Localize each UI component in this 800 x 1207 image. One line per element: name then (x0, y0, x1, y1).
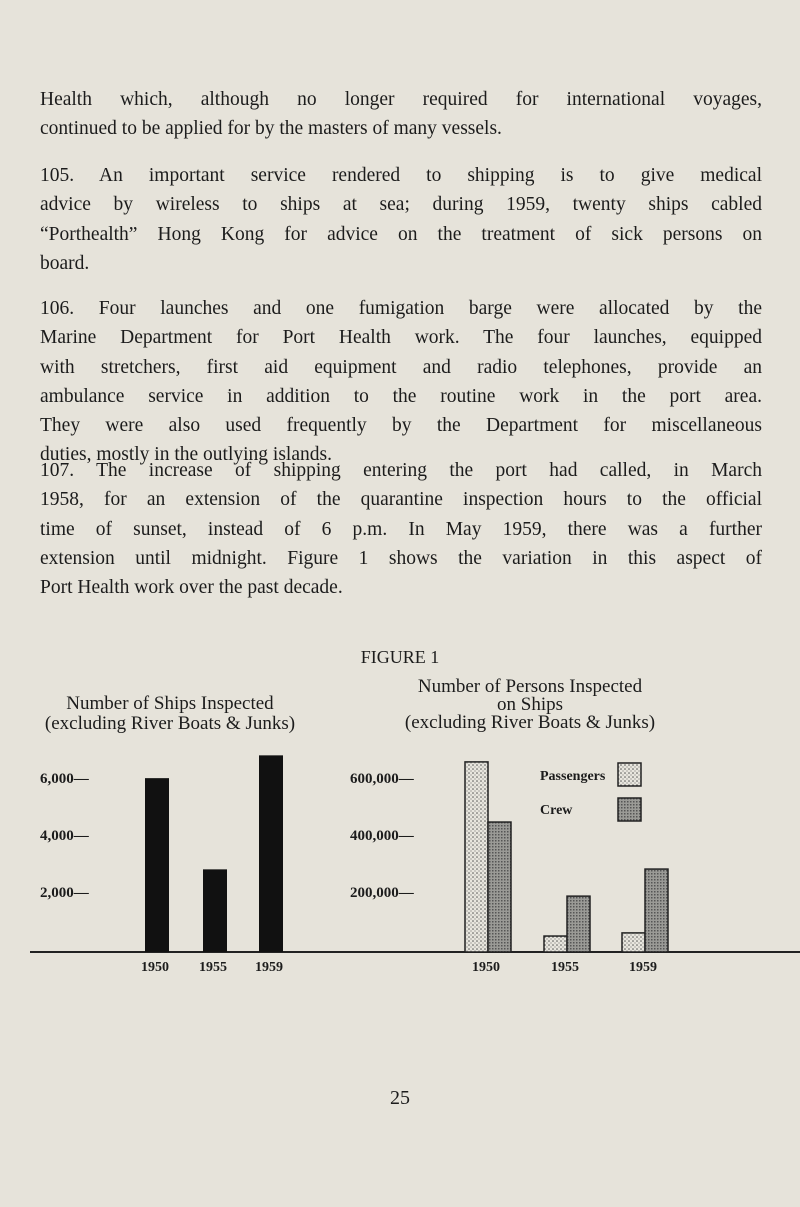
ships-bar-1955 (203, 869, 227, 952)
legend-crew-label: Crew (540, 803, 573, 818)
ships-bar-1959 (259, 755, 283, 952)
x-tick-label: 1959 (255, 960, 283, 975)
right-chart-title-line: Number of Persons Inspected (417, 676, 643, 697)
text-line: 107. The increase of shipping entering the port had called, in March (40, 460, 762, 481)
text-line: extension until midnight. Figure 1 shows the variation in this aspect of (40, 547, 762, 569)
text-line: 105. An important service rendered to shipping is to give medical (40, 165, 762, 186)
legend-passengers-swatch (618, 763, 641, 786)
ships-bar-1950 (145, 778, 169, 952)
crew-bar-1950 (488, 822, 511, 952)
text-line: duties, mostly in the outlying islands. (40, 444, 332, 466)
passengers-bar-1950 (465, 762, 488, 952)
right-chart-title-line: (excluding River Boats & Junks) (404, 712, 656, 733)
y-tick-label: 600,000— (350, 771, 414, 787)
x-tick-label: 1955 (199, 960, 227, 975)
text-line: ambulance service in addition to the routine work in the port area. (40, 385, 762, 407)
page-number: 25 (390, 1087, 410, 1109)
text-line: 106. Four launches and one fumigation barge were allocated by the (40, 298, 762, 319)
x-tick-label: 1955 (551, 960, 579, 975)
legend-passengers-label: Passengers (540, 769, 606, 784)
text-line: continued to be applied for by the masters of many vessels. (40, 118, 502, 140)
y-tick-label: 4,000— (40, 828, 89, 844)
text-line: time of sunset, instead of 6 p.m. In May 1959, there was a further (40, 518, 762, 540)
text-line: advice by wireless to ships at sea; during 1959, twenty ships cabled (40, 194, 762, 216)
figure-title: FIGURE 1 (360, 647, 440, 667)
left-chart-title-line: (excluding River Boats & Junks) (44, 713, 296, 734)
x-tick-label: 1950 (141, 960, 169, 975)
crew-bar-1959 (645, 869, 668, 952)
x-tick-label: 1950 (472, 960, 500, 975)
text-line: board. (40, 252, 90, 274)
y-tick-label: 2,000— (40, 885, 89, 901)
y-tick-label: 400,000— (350, 828, 414, 844)
x-tick-label: 1959 (629, 960, 657, 975)
text-line: Port Health work over the past decade. (40, 577, 343, 599)
passengers-bar-1955 (544, 936, 567, 952)
left-chart-title-line: Number of Ships Inspected (66, 693, 274, 714)
y-tick-label: 200,000— (350, 885, 414, 901)
text-line: Marine Department for Port Health work. The four launches, equipped (40, 327, 762, 349)
right-chart-title-line: on Ships (497, 694, 563, 715)
text-line: “Porthealth” Hong Kong for advice on the treatment of sick persons on (40, 223, 762, 245)
y-tick-label: 6,000— (40, 771, 89, 787)
text-line: They were also used frequently by the Department for miscellaneous (40, 415, 762, 437)
passengers-bar-1959 (622, 933, 645, 952)
text-line: 1958, for an extension of the quarantine inspection hours to the official (40, 489, 762, 511)
text-line: Health which, although no longer required for international voyages, (40, 89, 762, 110)
crew-bar-1955 (567, 896, 590, 952)
text-line: with stretchers, first aid equipment and radio telephones, provide an (40, 356, 762, 378)
legend-crew-swatch (618, 798, 641, 821)
